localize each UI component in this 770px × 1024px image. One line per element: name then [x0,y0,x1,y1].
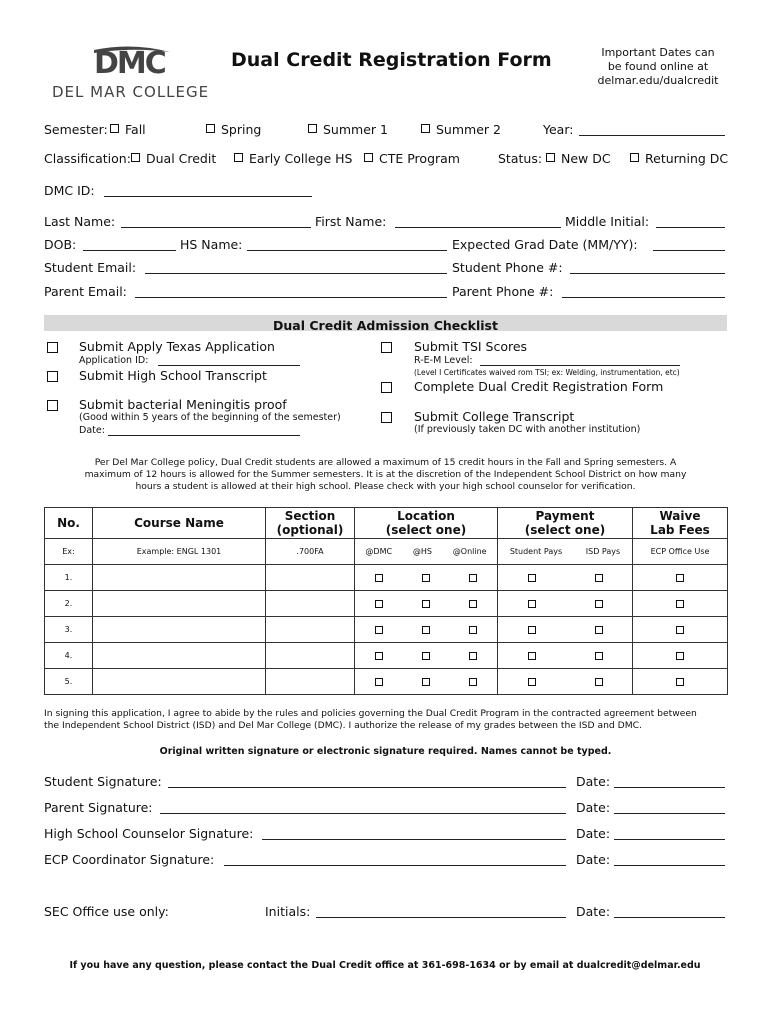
college-logo [92,44,172,82]
signature-note: Original written signature or electronic signature required. Names cannot be typed. [159,746,612,757]
parent-date-field[interactable] [614,813,725,814]
waive-lab-checkbox[interactable] [676,626,684,634]
loc-dmc-label: @DMC [365,547,393,556]
student-email-field[interactable] [145,273,447,274]
example-course: Example: ENGL 1301 [93,539,266,565]
counselor-date-label: Date: [576,826,611,841]
summer2-label: Summer 2 [436,122,501,137]
counselor-signature-label: High School Counselor Signature: [44,826,254,841]
parent-phone-field[interactable] [562,297,725,298]
application-id-label: Application ID: [79,355,149,366]
semester-label: Semester: [44,122,108,137]
table-row [45,565,728,591]
pay-student-checkbox[interactable] [528,600,536,608]
col-location-title: Location [397,509,455,523]
tsi-label: Submit TSI Scores [414,339,528,354]
grad-date-field[interactable] [653,250,725,251]
col-waive-subtitle: Lab Fees [650,523,710,537]
parent-phone-label: Parent Phone #: [452,284,554,299]
loc-dmc-checkbox[interactable] [375,574,383,582]
hs-transcript-label: Submit High School Transcript [79,368,267,383]
loc-online-checkbox[interactable] [469,678,477,686]
dmc-id-field[interactable] [104,196,312,197]
meningitis-date-field[interactable] [108,435,300,436]
cte-program-checkbox[interactable] [364,153,373,162]
pay-isd-checkbox[interactable] [595,574,603,582]
summer1-label: Summer 1 [323,122,388,137]
dual-credit-checkbox[interactable] [131,153,140,162]
col-waive-header [633,508,728,539]
college-transcript-label: Submit College Transcript [414,409,575,424]
pay-student-checkbox[interactable] [528,678,536,686]
col-section-header [266,508,355,539]
counselor-date-field[interactable] [614,839,725,840]
apply-texas-label: Submit Apply Texas Application [79,339,275,354]
loc-dmc-checkbox[interactable] [375,652,383,660]
section-cell[interactable] [266,565,355,591]
student-signature-label: Student Signature: [44,774,162,789]
loc-hs-label: @HS [412,547,432,556]
hs-transcript-checkbox[interactable] [47,371,58,382]
summer1-checkbox[interactable] [308,124,317,133]
table-row [45,669,728,695]
loc-hs-checkbox[interactable] [422,626,430,634]
hs-name-label: HS Name: [180,237,243,252]
early-college-checkbox[interactable] [234,153,243,162]
course-name-cell[interactable] [93,617,266,643]
checklist-title-bar [44,315,727,331]
important-dates-line1: Important Dates can [601,46,715,59]
tsi-checkbox[interactable] [381,342,392,353]
sec-office-label: SEC Office use only: [44,904,169,919]
checklist-title: Dual Credit Admission Checklist [273,318,498,333]
example-row [45,539,728,565]
col-no-header: No. [45,508,93,539]
waive-lab-checkbox[interactable] [676,678,684,686]
section-cell[interactable] [266,669,355,695]
loc-dmc-checkbox[interactable] [375,626,383,634]
rem-level-label: R-E-M Level: [414,355,473,366]
initials-label: Initials: [265,904,311,919]
spring-label: Spring [221,122,262,137]
middle-initial-field[interactable] [656,227,725,228]
ecp-date-label: Date: [576,852,611,867]
loc-hs-checkbox[interactable] [422,652,430,660]
pay-isd-checkbox[interactable] [595,600,603,608]
course-name-cell[interactable] [93,669,266,695]
returning-dc-checkbox[interactable] [630,153,639,162]
pay-student-checkbox[interactable] [528,626,536,634]
meningitis-label: Submit bacterial Meningitis proof [79,397,287,412]
policy-text [44,457,727,493]
student-date-field[interactable] [614,787,725,788]
col-location-subtitle: (select one) [385,523,467,537]
example-no: Ex: [45,539,93,565]
rem-level-field[interactable] [480,365,680,366]
agreement-line2: the Independent School District (ISD) and Del Mar College (DMC). I authorize the release of my grades between the ISD and DMC. [44,720,642,731]
student-date-label: Date: [576,774,611,789]
loc-hs-checkbox[interactable] [422,574,430,582]
dual-credit-label: Dual Credit [146,151,217,166]
year-field[interactable] [579,135,725,136]
policy-line3: hours a student is allowed at their high school. Please check with your high school counselor for verification. [135,481,636,492]
loc-dmc-checkbox[interactable] [375,600,383,608]
col-payment-title: Payment [535,509,595,523]
complete-form-label: Complete Dual Credit Registration Form [414,379,664,394]
waive-lab-checkbox[interactable] [676,574,684,582]
last-name-field[interactable] [121,227,311,228]
pay-isd-checkbox[interactable] [595,626,603,634]
parent-email-field[interactable] [135,297,447,298]
student-email-label: Student Email: [44,260,137,275]
meningitis-checkbox[interactable] [47,400,58,411]
row-number: 3. [45,617,93,643]
fall-checkbox[interactable] [110,124,119,133]
student-phone-label: Student Phone #: [452,260,563,275]
policy-line1: Per Del Mar College policy, Dual Credit students are allowed a maximum of 15 credit hours in the Fall and Spring semesters. A [94,457,677,468]
summer2-checkbox[interactable] [421,124,430,133]
table-row [45,643,728,669]
meningitis-date-label: Date: [79,425,105,436]
sec-date-field[interactable] [614,917,725,918]
agreement-line1: In signing this application, I agree to abide by the rules and policies governing the Dual Credit Program in the contracted agreement between [44,708,697,719]
parent-email-label: Parent Email: [44,284,127,299]
early-college-label: Early College HS [249,151,353,166]
loc-online-checkbox[interactable] [469,574,477,582]
pay-isd-label: ISD Pays [585,547,621,556]
logo-text: DMC [94,46,165,81]
section-cell[interactable] [266,643,355,669]
pay-isd-checkbox[interactable] [595,652,603,660]
counselor-signature-field[interactable] [262,839,566,840]
policy-line2: maximum of 12 hours is allowed for the Summer semesters. It is at the discretion of the Independent School District on how many [84,469,687,480]
section-cell[interactable] [266,617,355,643]
page-title: Dual Credit Registration Form [231,49,552,71]
pay-student-checkbox[interactable] [528,574,536,582]
col-waive-title: Waive [659,509,701,523]
course-name-cell[interactable] [93,643,266,669]
table-row [45,617,728,643]
table-header-row [45,508,728,539]
fall-label: Fall [125,122,146,137]
cte-program-label: CTE Program [379,151,460,166]
row-number: 5. [45,669,93,695]
first-name-label: First Name: [315,214,387,229]
parent-signature-label: Parent Signature: [44,800,153,815]
col-section-subtitle: (optional) [276,523,344,537]
important-dates-note [588,46,728,88]
hs-name-field[interactable] [247,250,447,251]
col-payment-header [498,508,633,539]
ecp-signature-field[interactable] [224,865,566,866]
section-cell[interactable] [266,591,355,617]
col-course-header: Course Name [93,508,266,539]
table-row [45,591,728,617]
new-dc-label: New DC [561,151,611,166]
important-dates-line2: be found online at [607,60,709,73]
col-section-title: Section [284,509,336,523]
ecp-signature-label: ECP Coordinator Signature: [44,852,215,867]
first-name-field[interactable] [395,227,561,228]
loc-hs-checkbox[interactable] [422,678,430,686]
initials-field[interactable] [316,917,566,918]
complete-form-checkbox[interactable] [381,382,392,393]
pay-student-checkbox[interactable] [528,652,536,660]
contact-footer: If you have any question, please contact the Dual Credit office at 361-698-1634 or by email at dualcredit@delmar.edu [69,960,701,971]
apply-texas-checkbox[interactable] [47,342,58,353]
waive-lab-checkbox[interactable] [676,600,684,608]
grad-date-label: Expected Grad Date (MM/YY): [452,237,638,252]
waive-ecp-label: ECP Office Use [633,539,728,565]
college-transcript-note: (If previously taken DC with another institution) [414,424,641,435]
status-label: Status: [498,151,543,166]
spring-checkbox[interactable] [206,124,215,133]
parent-signature-field[interactable] [160,813,566,814]
new-dc-checkbox[interactable] [546,153,555,162]
returning-dc-label: Returning DC [645,151,729,166]
loc-online-label: @Online [452,547,487,556]
loc-online-checkbox[interactable] [469,626,477,634]
course-name-cell[interactable] [93,591,266,617]
pay-isd-checkbox[interactable] [595,678,603,686]
example-section: .700FA [266,539,355,565]
student-signature-field[interactable] [168,787,566,788]
row-number: 4. [45,643,93,669]
agreement-text [44,708,734,732]
loc-hs-checkbox[interactable] [422,600,430,608]
middle-initial-label: Middle Initial: [565,214,650,229]
student-phone-field[interactable] [570,273,725,274]
year-label: Year: [543,122,574,137]
loc-online-checkbox[interactable] [469,600,477,608]
dob-label: DOB: [44,237,77,252]
ecp-date-field[interactable] [614,865,725,866]
loc-dmc-checkbox[interactable] [375,678,383,686]
classification-label: Classification: [44,151,131,166]
course-name-cell[interactable] [93,565,266,591]
important-dates-line3: delmar.edu/dualcredit [597,74,719,87]
sec-date-label: Date: [576,904,611,919]
col-payment-subtitle: (select one) [524,523,606,537]
row-number: 1. [45,565,93,591]
row-number: 2. [45,591,93,617]
loc-online-checkbox[interactable] [469,652,477,660]
parent-date-label: Date: [576,800,611,815]
last-name-label: Last Name: [44,214,116,229]
rem-note: (Level I Certificates waived rom TSI; ex: Welding, instrumentation, etc) [414,368,680,377]
dob-field[interactable] [83,250,176,251]
application-id-field[interactable] [158,365,300,366]
college-transcript-checkbox[interactable] [381,412,392,423]
college-name: DEL MAR COLLEGE [52,83,210,101]
dmc-id-label: DMC ID: [44,183,95,198]
col-location-header [355,508,498,539]
pay-student-label: Student Pays [509,547,563,556]
course-table [44,507,728,695]
waive-lab-checkbox[interactable] [676,652,684,660]
meningitis-note: (Good within 5 years of the beginning of the semester) [79,412,341,423]
